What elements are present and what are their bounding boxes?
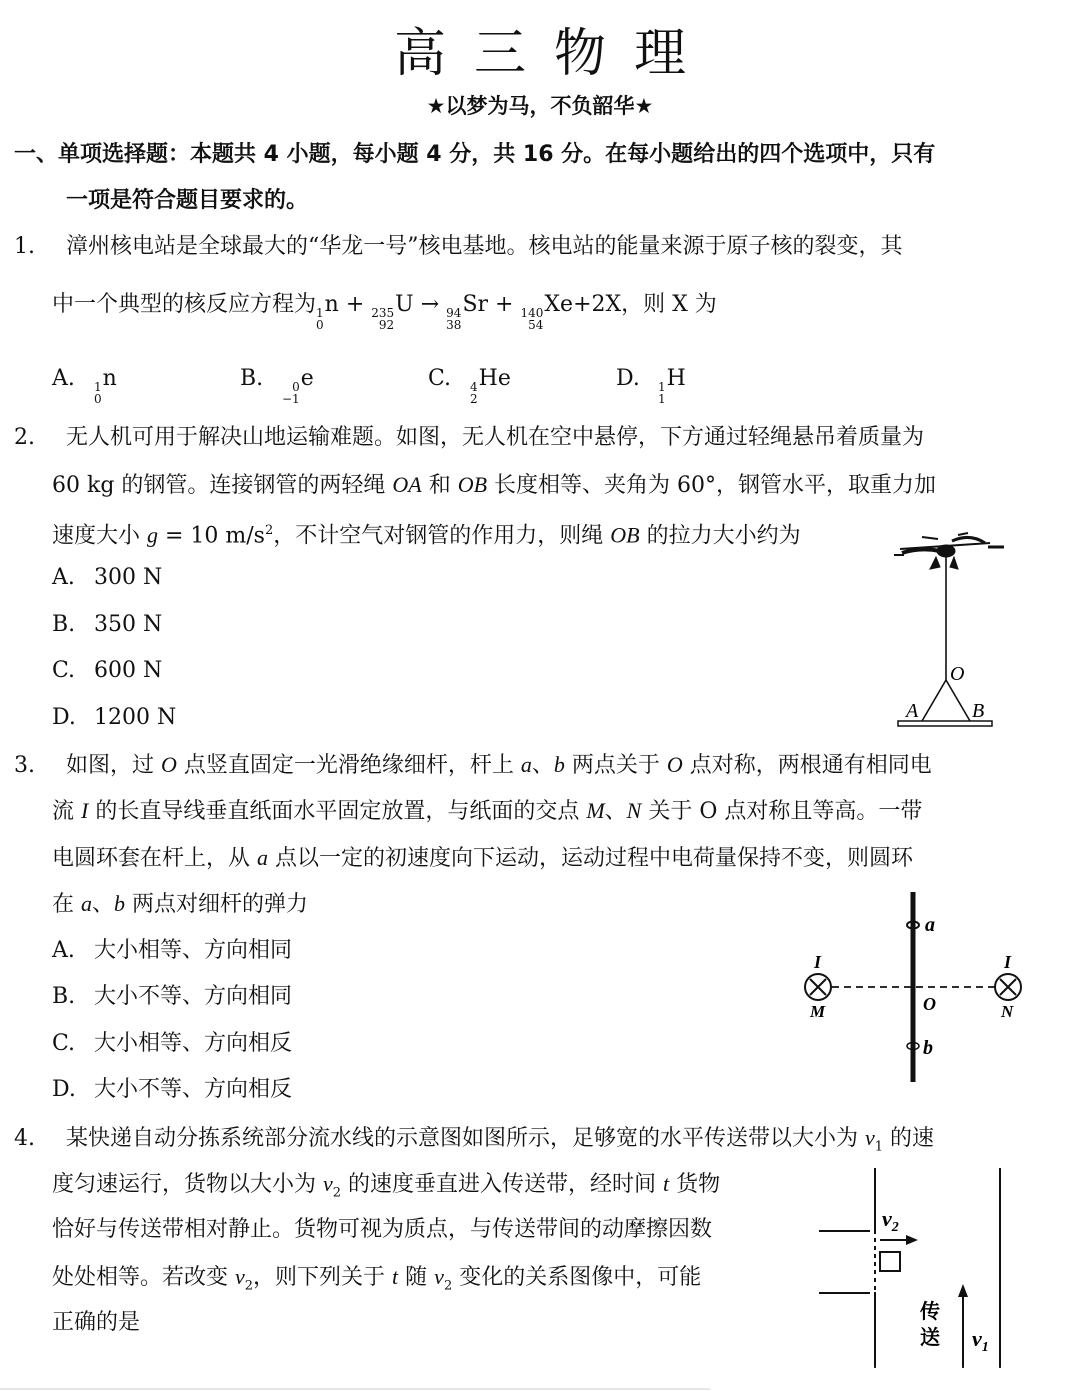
charge-number: 0	[316, 318, 324, 332]
text: 两点关于	[564, 753, 667, 778]
isotope-indices	[282, 381, 300, 405]
var-v: v	[323, 1171, 333, 1196]
q3-option-d[interactable]	[52, 1075, 292, 1105]
text: 在	[52, 892, 81, 917]
uranium-symbol: U	[395, 292, 414, 317]
q4-line2	[52, 1169, 720, 1208]
option-text: 大小不等、方向相反	[94, 1077, 293, 1102]
text: 电圆环套在杆上，从	[52, 846, 257, 871]
q1-option-b[interactable]	[240, 364, 314, 405]
plus-sign: +	[495, 292, 514, 317]
subscript: 1	[874, 1139, 884, 1155]
label-O: O	[950, 663, 965, 685]
q3-option-a[interactable]	[52, 936, 292, 966]
option-label: A.	[52, 938, 75, 963]
option-text: 1200 N	[94, 705, 177, 730]
text: ，不计空气对钢管的作用力，则绳	[273, 523, 611, 549]
option-symbol: e	[300, 366, 314, 391]
equation-tail: +2X	[573, 292, 622, 317]
section-heading-line2: 一项是符合题目要求的。	[66, 188, 309, 213]
q4-number: 4.	[14, 1126, 35, 1151]
option-text: 大小相等、方向相反	[94, 1031, 293, 1056]
option-text: 大小相等、方向相同	[94, 938, 293, 963]
belt-label-2: 送	[920, 1325, 940, 1349]
q3-line1	[14, 750, 932, 781]
option-text: 大小不等、方向相同	[94, 984, 293, 1009]
mass-number: 4	[470, 380, 478, 394]
cargo-box	[880, 1252, 900, 1271]
label-I-right: I	[1004, 952, 1012, 972]
var-g: g	[147, 522, 158, 548]
xenon-symbol: Xe	[544, 292, 574, 317]
option-text: 350 N	[94, 612, 163, 637]
var-v: v	[865, 1125, 875, 1150]
text: = 10 m/s	[158, 523, 265, 549]
mass-number: 94	[446, 306, 462, 320]
charge-number: −1	[282, 392, 300, 406]
option-label: B.	[240, 366, 264, 391]
var-v: v	[235, 1264, 245, 1289]
label-N: N	[1001, 1002, 1014, 1021]
q1-option-c[interactable]	[428, 364, 511, 405]
var-M: M	[586, 798, 605, 823]
text: 两点对细杆的弹力	[125, 892, 309, 917]
q4-line5: 正确的是	[52, 1310, 141, 1335]
isotope-indices	[470, 381, 478, 405]
var-OB: OB	[457, 472, 488, 497]
label-v2-subscript: 2	[891, 1220, 899, 1235]
mass-number: 1	[316, 306, 324, 320]
q3-line3	[52, 843, 913, 874]
option-label: D.	[52, 1077, 76, 1102]
arrow-right-icon	[880, 1235, 918, 1245]
charge-number: 1	[658, 392, 666, 406]
q2-option-c[interactable]	[52, 656, 162, 686]
reaction-arrow: →	[420, 292, 440, 317]
option-symbol: He	[478, 366, 511, 391]
text: 随	[398, 1265, 435, 1290]
q1-option-d[interactable]	[616, 364, 686, 405]
bottom-divider	[0, 1388, 710, 1390]
q2-number: 2.	[14, 425, 35, 450]
var-OA: OA	[392, 472, 422, 497]
q1-line1	[14, 232, 903, 262]
q4-line3: 恰好与传送带相对静止。货物可视为质点，与传送带间的动摩擦因数	[52, 1217, 713, 1242]
q1-number: 1.	[14, 234, 35, 259]
charge-number: 92	[378, 318, 395, 332]
strontium-symbol: Sr	[462, 292, 489, 317]
option-label: C.	[428, 366, 452, 391]
text: 点以一定的初速度向下运动，运动过程中电荷量保持不变，则圆环	[268, 846, 913, 871]
rope-OA	[922, 680, 946, 721]
section-heading-line1: 一、单项选择题：本题共 4 小题，每小题 4 分，共 16 分。在每小题给出的四个选项中，只有	[14, 142, 936, 167]
page-title: 高三物理	[393, 24, 714, 84]
label-v1-subscript: 1	[981, 1340, 989, 1355]
rod-wires-figure	[790, 880, 1050, 1090]
option-text: 600 N	[94, 658, 163, 683]
text: 度匀速运行，货物以大小为	[52, 1172, 323, 1197]
text: 流	[52, 799, 81, 824]
q2-option-b[interactable]	[52, 610, 162, 640]
text: 的速	[883, 1126, 935, 1151]
label-M: M	[810, 1002, 826, 1021]
q4-line4	[52, 1262, 701, 1301]
text: 60 kg 的钢管。连接钢管的两轻绳	[52, 473, 393, 498]
var-N: N	[626, 798, 642, 823]
text: 和	[421, 473, 458, 498]
text: 货物	[669, 1172, 721, 1197]
label-A: A	[906, 700, 919, 722]
var-O: O	[666, 752, 683, 777]
var-v: v	[434, 1264, 444, 1289]
option-text: 300 N	[94, 565, 163, 590]
belt-label-1: 传	[920, 1299, 940, 1323]
var-OB: OB	[610, 522, 640, 548]
var-b: b	[114, 891, 126, 916]
var-t: t	[663, 1171, 670, 1196]
q2-line1	[14, 423, 924, 453]
isotope-indices	[658, 381, 666, 405]
option-label: C.	[52, 1031, 76, 1056]
q1-text-3: ，则 X 为	[621, 292, 717, 317]
mass-number: 1	[658, 380, 666, 394]
label-v1	[972, 1326, 989, 1355]
q3-option-b[interactable]	[52, 982, 292, 1012]
option-symbol: n	[102, 366, 117, 391]
q3-number: 3.	[14, 753, 35, 778]
neutron-symbol: n	[324, 292, 339, 317]
label-v2	[882, 1206, 899, 1235]
q1-text-1: 漳州核电站是全球最大的“华龙一号”核电基地。核电站的能量来源于原子核的裂变，其	[66, 234, 903, 259]
text: 的速度垂直进入传送带，经时间	[341, 1172, 664, 1197]
wire-M-into-page-icon	[805, 974, 831, 1000]
q1-option-a[interactable]	[52, 364, 117, 405]
isotope-indices	[94, 381, 102, 405]
mass-number: 140	[520, 306, 544, 320]
text: 长度相等、夹角为 60°，钢管水平，取重力加	[487, 473, 937, 498]
text: 速度大小	[52, 523, 147, 549]
q1-text-2: 中一个典型的核反应方程为	[52, 292, 317, 317]
q3-line4	[52, 889, 308, 920]
q4-line1	[14, 1123, 934, 1162]
charge-number: 0	[94, 392, 102, 406]
text: 处处相等。若改变	[52, 1265, 235, 1290]
label-O: O	[923, 994, 936, 1014]
wire-N-into-page-icon	[995, 974, 1021, 1000]
isotope-n-indices	[316, 307, 324, 331]
mass-number: 1	[94, 380, 102, 394]
plus-sign: +	[345, 292, 365, 317]
var-b: b	[553, 752, 565, 777]
q1-line2	[52, 290, 717, 331]
option-label: A.	[52, 366, 75, 391]
q3-line2	[52, 796, 922, 827]
label-I-left: I	[814, 952, 822, 972]
text: 的拉力大小约为	[639, 523, 801, 549]
arrow-up-icon	[958, 1284, 968, 1368]
q3-option-c[interactable]	[52, 1029, 292, 1059]
label-b: b	[923, 1037, 933, 1059]
label-v2-symbol: v	[882, 1206, 892, 1231]
charge-number: 38	[446, 318, 462, 332]
var-a: a	[257, 845, 268, 870]
q2-option-d[interactable]	[52, 703, 176, 733]
mass-number: 235	[371, 306, 395, 320]
var-a: a	[520, 752, 532, 777]
text: 、	[604, 799, 627, 824]
option-symbol: H	[666, 366, 686, 391]
option-label: D.	[616, 366, 640, 391]
isotope-Xe-indices	[520, 307, 543, 331]
motto: ★以梦为马，不负韶华★	[426, 94, 654, 118]
q2-text-1: 无人机可用于解决山地运输难题。如图，无人机在空中悬停，下方通过轻绳悬吊着质量为	[66, 425, 925, 450]
mass-number: 0	[292, 380, 300, 394]
conveyor-figure	[800, 1168, 1080, 1391]
text: 点竖直固定一光滑绝缘细杆，杆上	[176, 753, 521, 778]
q2-option-a[interactable]	[52, 563, 162, 593]
subscript: 2	[443, 1278, 453, 1294]
var-t: t	[392, 1264, 399, 1289]
charge-number: 2	[470, 392, 478, 406]
var-O: O	[161, 752, 177, 777]
option-label: B.	[52, 612, 76, 637]
isotope-Sr-indices	[446, 307, 461, 331]
text: ，则下列关于	[253, 1265, 393, 1290]
text: 、	[92, 892, 115, 917]
label-v1-symbol: v	[972, 1326, 982, 1351]
isotope-U-indices	[371, 307, 394, 331]
text: 的长直导线垂直纸面水平固定放置，与纸面的交点	[88, 799, 587, 824]
rope-OB	[946, 680, 970, 721]
option-label: A.	[52, 565, 75, 590]
text: 、	[531, 753, 554, 778]
subscript: 2	[244, 1278, 254, 1294]
charge-number: 54	[528, 318, 544, 332]
exponent: 2	[264, 523, 274, 538]
label-B: B	[972, 700, 985, 722]
q2-line2	[52, 470, 936, 501]
label-a: a	[925, 914, 935, 936]
text: 点对称，两根通有相同电	[682, 753, 932, 778]
subscript: 2	[332, 1185, 342, 1201]
option-label: B.	[52, 984, 76, 1009]
q2-line3	[52, 516, 801, 551]
option-label: D.	[52, 705, 76, 730]
drone-icon	[894, 533, 1004, 569]
text: 某快递自动分拣系统部分流水线的示意图如图所示，足够宽的水平传送带以大小为	[66, 1126, 865, 1151]
option-label: C.	[52, 658, 76, 683]
text: 关于 O 点对称且等高。一带	[641, 799, 923, 824]
var-a: a	[81, 891, 92, 916]
text: 如图，过	[66, 753, 161, 778]
var-I: I	[81, 798, 89, 823]
text: 变化的关系图像中，可能	[452, 1265, 702, 1290]
drone-figure	[880, 525, 1020, 730]
